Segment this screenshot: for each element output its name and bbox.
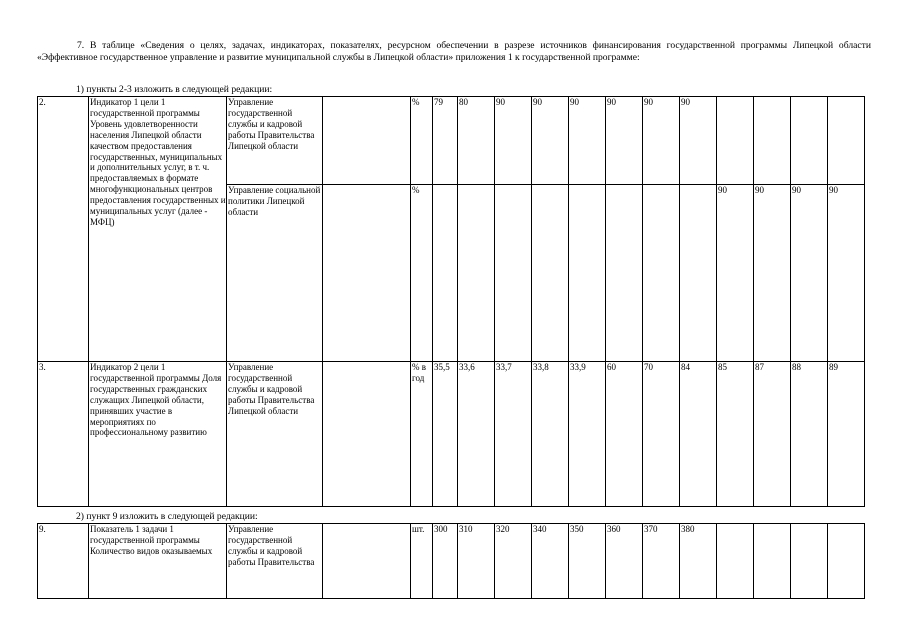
responsible-org: Управление социальной политики Липецкой области bbox=[227, 185, 323, 362]
table-row bbox=[38, 362, 865, 507]
unit-cell: шт. bbox=[411, 524, 433, 599]
value-cell: 350 bbox=[569, 524, 606, 599]
value-cell: 85 bbox=[717, 362, 754, 507]
value-cell: 90 bbox=[717, 185, 754, 362]
responsible-org: Управление государственной службы и кадровой работы Правительства bbox=[227, 524, 323, 599]
value-cell: 90 bbox=[680, 97, 717, 185]
unit-cell: % bbox=[411, 185, 433, 362]
value-cell bbox=[495, 185, 532, 362]
value-cell bbox=[717, 97, 754, 185]
empty-cell bbox=[323, 97, 411, 185]
intro-paragraph: 7. В таблице «Сведения о целях, задачах, индикаторах, показателях, ресурсном обеспечении в разрезе источников финансирования государственной программы Липецкой области «Эффективное государственное управление и развитие муниципальной службы в Липецкой области» приложения 1 к государственной программе: bbox=[37, 40, 871, 63]
value-cell: 35,5 bbox=[433, 362, 458, 507]
responsible-org: Управление государственной службы и кадровой работы Правительства Липецкой области bbox=[227, 97, 323, 185]
value-cell: 33,6 bbox=[458, 362, 495, 507]
value-cell bbox=[606, 185, 643, 362]
value-cell bbox=[680, 185, 717, 362]
subitem-2: 2) пункт 9 изложить в следующей редакции: bbox=[76, 511, 258, 522]
row-number: 2. bbox=[38, 97, 89, 362]
value-cell: 79 bbox=[433, 97, 458, 185]
value-cell bbox=[458, 185, 495, 362]
value-cell bbox=[532, 185, 569, 362]
indicators-table-2 bbox=[37, 523, 865, 599]
indicator-name: Индикатор 1 цели 1 государственной программы Уровень удовлетворенности населения Липецкой области качеством предоставления государственных, муниципальных и дополнительных услуг, в т. ч. предоставляемых в формате многофункциональных центров предоставления государственных и муниципальных услуг (далее - МФЦ) bbox=[89, 97, 227, 362]
table-row bbox=[38, 97, 865, 185]
value-cell bbox=[433, 185, 458, 362]
value-cell: 88 bbox=[791, 362, 828, 507]
value-cell: 90 bbox=[606, 97, 643, 185]
subitem-1: 1) пункты 2-3 изложить в следующей редакции: bbox=[76, 84, 273, 95]
value-cell: 90 bbox=[532, 97, 569, 185]
value-cell: 80 bbox=[458, 97, 495, 185]
unit-cell: % bbox=[411, 97, 433, 185]
empty-cell bbox=[323, 185, 411, 362]
value-cell: 90 bbox=[754, 185, 791, 362]
value-cell: 33,9 bbox=[569, 362, 606, 507]
value-cell: 89 bbox=[828, 362, 865, 507]
value-cell: 370 bbox=[643, 524, 680, 599]
row-number: 9. bbox=[38, 524, 89, 599]
value-cell bbox=[828, 97, 865, 185]
value-cell: 90 bbox=[495, 97, 532, 185]
indicators-table bbox=[37, 96, 865, 507]
value-cell: 84 bbox=[680, 362, 717, 507]
value-cell bbox=[754, 524, 791, 599]
value-cell: 300 bbox=[433, 524, 458, 599]
value-cell bbox=[717, 524, 754, 599]
value-cell bbox=[569, 185, 606, 362]
value-cell: 90 bbox=[828, 185, 865, 362]
value-cell bbox=[643, 185, 680, 362]
value-cell bbox=[791, 97, 828, 185]
value-cell: 33,8 bbox=[532, 362, 569, 507]
value-cell: 90 bbox=[569, 97, 606, 185]
indicator-name: Индикатор 2 цели 1 государственной программы Доля государственных гражданских служащих Липецкой области, принявших участие в мероприятиях по профессиональному развитию bbox=[89, 362, 227, 507]
value-cell: 340 bbox=[532, 524, 569, 599]
value-cell: 90 bbox=[643, 97, 680, 185]
value-cell: 60 bbox=[606, 362, 643, 507]
responsible-org: Управление государственной службы и кадровой работы Правительства Липецкой области bbox=[227, 362, 323, 507]
value-cell: 320 bbox=[495, 524, 532, 599]
value-cell: 90 bbox=[791, 185, 828, 362]
table-row bbox=[38, 524, 865, 599]
value-cell bbox=[791, 524, 828, 599]
value-cell: 87 bbox=[754, 362, 791, 507]
empty-cell bbox=[323, 362, 411, 507]
value-cell bbox=[828, 524, 865, 599]
value-cell bbox=[754, 97, 791, 185]
empty-cell bbox=[323, 524, 411, 599]
unit-cell: % в год bbox=[411, 362, 433, 507]
value-cell: 380 bbox=[680, 524, 717, 599]
value-cell: 33,7 bbox=[495, 362, 532, 507]
value-cell: 70 bbox=[643, 362, 680, 507]
indicator-name: Показатель 1 задачи 1 государственной программы Количество видов оказываемых bbox=[89, 524, 227, 599]
value-cell: 310 bbox=[458, 524, 495, 599]
value-cell: 360 bbox=[606, 524, 643, 599]
row-number: 3. bbox=[38, 362, 89, 507]
